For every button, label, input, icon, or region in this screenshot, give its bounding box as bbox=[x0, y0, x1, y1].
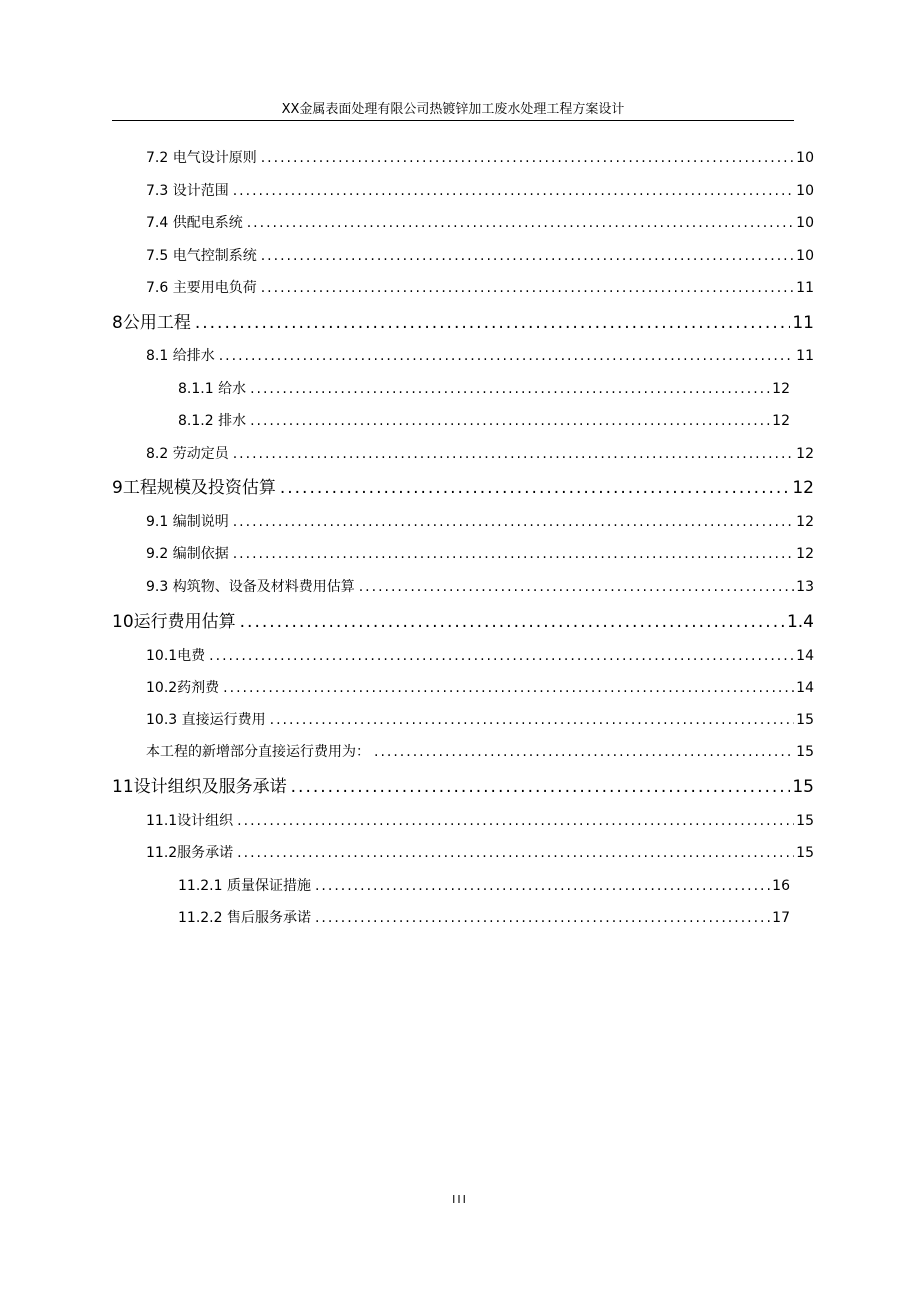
toc-entry-label: 8.1 给排水 bbox=[146, 348, 215, 364]
toc-entry-page: 10 bbox=[796, 150, 814, 166]
toc-leader-dots bbox=[233, 444, 794, 464]
header-rule bbox=[112, 120, 794, 121]
toc-leader-dots bbox=[315, 876, 770, 896]
toc-chapter[interactable] bbox=[112, 775, 814, 799]
toc-entry-page: 15 bbox=[792, 777, 814, 797]
toc-leader-dots bbox=[250, 379, 770, 399]
toc-leader-dots bbox=[280, 476, 791, 500]
toc-entry-page: 15 bbox=[796, 744, 814, 760]
toc-chapter[interactable] bbox=[112, 311, 814, 335]
toc-entry-page: 1.4 bbox=[786, 612, 814, 632]
toc-leader-dots bbox=[261, 148, 794, 168]
toc-subentry[interactable] bbox=[178, 379, 790, 399]
toc-entry-label: 8.2 劳动定员 bbox=[146, 446, 229, 462]
toc-entry-page: 11 bbox=[796, 348, 814, 364]
toc-leader-dots bbox=[247, 213, 794, 233]
toc-leader-dots bbox=[250, 411, 770, 431]
toc-entry-page: 15 bbox=[796, 845, 814, 861]
toc-entry-page: 14 bbox=[796, 648, 814, 664]
toc-entry[interactable] bbox=[146, 346, 814, 366]
toc-entry-page: 13 bbox=[796, 579, 814, 595]
page-number: III bbox=[452, 1193, 468, 1206]
running-header: XX金属表面处理有限公司热镀锌加工废水处理工程方案设计 bbox=[281, 102, 625, 117]
toc-leader-dots bbox=[219, 346, 794, 366]
toc-entry-page: 11 bbox=[792, 313, 814, 333]
toc-entry-label: 11.2.2 售后服务承诺 bbox=[178, 910, 311, 926]
toc-leader-dots bbox=[195, 311, 791, 335]
toc-entry-page: 16 bbox=[772, 878, 790, 894]
toc-leader-dots bbox=[261, 278, 794, 298]
toc-chapter[interactable] bbox=[112, 610, 814, 634]
toc-entry[interactable] bbox=[146, 181, 814, 201]
toc-leader-dots bbox=[359, 577, 794, 597]
toc-entry[interactable] bbox=[146, 444, 814, 464]
toc-leader-dots bbox=[315, 908, 770, 928]
toc-subentry[interactable] bbox=[178, 411, 790, 431]
toc-entry-label: 11.2.1 质量保证措施 bbox=[178, 878, 311, 894]
toc-subentry[interactable] bbox=[178, 876, 790, 896]
toc-leader-dots bbox=[237, 811, 794, 831]
toc-leader-dots bbox=[261, 246, 794, 266]
toc-entry-label: 10运行费用估算 bbox=[112, 612, 236, 632]
toc-entry-page: 10 bbox=[796, 215, 814, 231]
toc-entry-label: 9工程规模及投资估算 bbox=[112, 478, 276, 498]
toc-entry-page: 15 bbox=[796, 813, 814, 829]
toc-leader-dots bbox=[237, 843, 794, 863]
toc-entry[interactable] bbox=[146, 246, 814, 266]
toc-entry[interactable] bbox=[146, 646, 814, 666]
toc-entry-label: 10.1电费 bbox=[146, 648, 206, 664]
toc-entry-label: 11.2服务承诺 bbox=[146, 845, 234, 861]
toc-entry-page: 12 bbox=[772, 381, 790, 397]
toc-entry[interactable] bbox=[146, 148, 814, 168]
toc-entry-label: 7.6 主要用电负荷 bbox=[146, 280, 257, 296]
toc-entry-page: 12 bbox=[792, 478, 814, 498]
toc-leader-dots bbox=[233, 181, 794, 201]
toc-entry-page: 12 bbox=[796, 546, 814, 562]
toc-leader-dots bbox=[209, 646, 794, 666]
toc-entry[interactable] bbox=[146, 843, 814, 863]
toc-entry-label: 10.2药剂费 bbox=[146, 680, 220, 696]
toc-entry-label: 7.2 电气设计原则 bbox=[146, 150, 257, 166]
toc-entry-label: 8.1.1 给水 bbox=[178, 381, 247, 397]
toc-subentry[interactable] bbox=[178, 908, 790, 928]
toc-entry[interactable] bbox=[146, 811, 814, 831]
toc-entry-page: 12 bbox=[796, 514, 814, 530]
toc-entry-page: 12 bbox=[796, 446, 814, 462]
toc-entry-label: 9.3 构筑物、设备及材料费用估算 bbox=[146, 579, 355, 595]
toc-entry[interactable] bbox=[146, 678, 814, 698]
toc-entry-page: 11 bbox=[796, 280, 814, 296]
toc-entry-label: 7.4 供配电系统 bbox=[146, 215, 243, 231]
toc-entry[interactable] bbox=[146, 512, 814, 532]
toc-entry-label: 10.3 直接运行费用 bbox=[146, 712, 266, 728]
toc-entry[interactable] bbox=[146, 544, 814, 564]
toc-entry[interactable] bbox=[146, 577, 814, 597]
toc-entry-page: 12 bbox=[772, 413, 790, 429]
toc-entry-page: 10 bbox=[796, 248, 814, 264]
toc-leader-dots bbox=[233, 512, 794, 532]
toc-leader-dots bbox=[233, 544, 794, 564]
toc-entry-label: 8.1.2 排水 bbox=[178, 413, 247, 429]
toc-entry-page: 15 bbox=[796, 712, 814, 728]
toc-leader-dots bbox=[223, 678, 794, 698]
toc-entry-label: 11.1设计组织 bbox=[146, 813, 234, 829]
toc-entry-label: 11设计组织及服务承诺 bbox=[112, 777, 287, 797]
toc-entry-label: 7.5 电气控制系统 bbox=[146, 248, 257, 264]
toc-entry[interactable] bbox=[146, 278, 814, 298]
toc-entry-label: 9.1 编制说明 bbox=[146, 514, 229, 530]
toc-entry-page: 17 bbox=[772, 910, 790, 926]
toc-entry[interactable] bbox=[146, 213, 814, 233]
toc-leader-dots bbox=[240, 610, 785, 634]
toc-entry[interactable] bbox=[146, 742, 814, 762]
toc-entry-label: 9.2 编制依据 bbox=[146, 546, 229, 562]
toc-leader-dots bbox=[270, 710, 795, 730]
toc-leader-dots bbox=[291, 775, 791, 799]
toc-chapter[interactable] bbox=[112, 476, 814, 500]
toc-entry-label: 7.3 设计范围 bbox=[146, 183, 229, 199]
toc-entry-label: 本工程的新增部分直接运行费用为： bbox=[146, 744, 370, 760]
toc-entry-page: 10 bbox=[796, 183, 814, 199]
toc-entry-label: 8公用工程 bbox=[112, 313, 191, 333]
toc-entry-page: 14 bbox=[796, 680, 814, 696]
toc-entry[interactable] bbox=[146, 710, 814, 730]
toc-leader-dots bbox=[374, 742, 794, 762]
